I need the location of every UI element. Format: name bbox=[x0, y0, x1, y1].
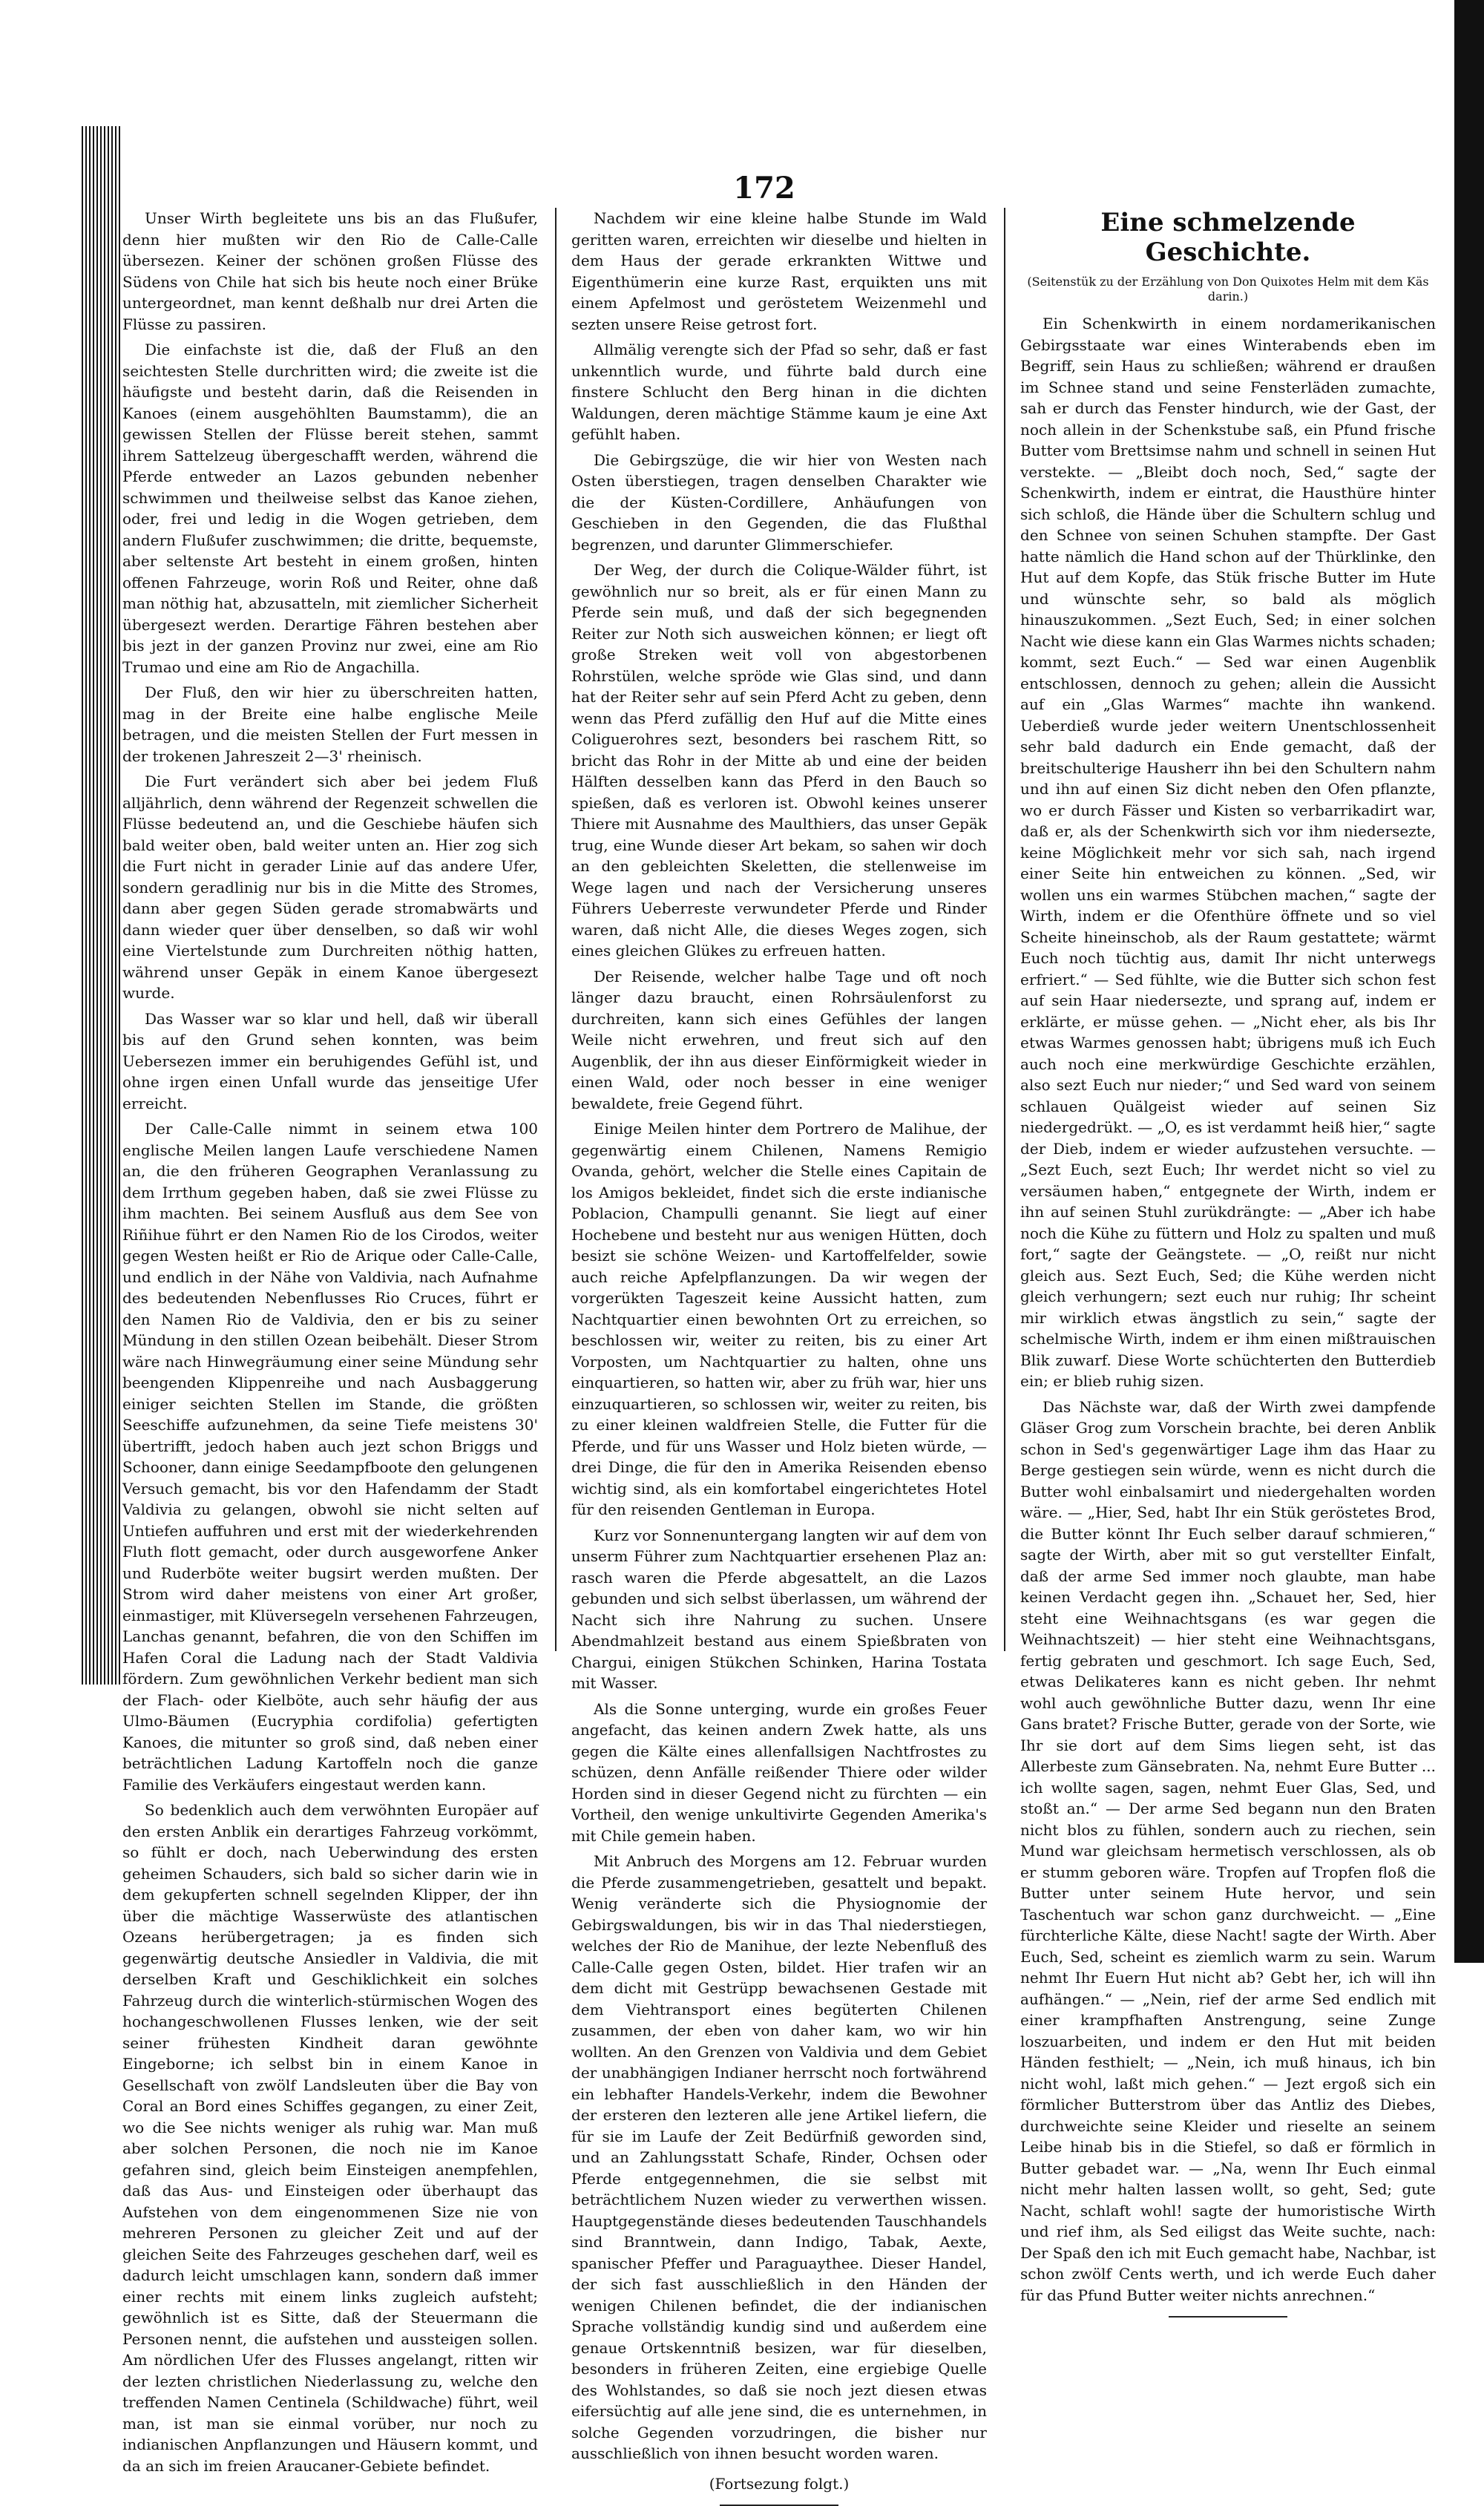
paragraph: Der Calle-Calle nimmt in seinem etwa 100 englische Meilen langen Laufe verschiedene Namen an, die den früheren Geographen Veranlassung zu dem Irrthum gegeben haben, daß sie zwei Flüsse zu ihm machten. Bei seinem Ausfluß aus dem See von Riñihue führt er den Namen Rio de los Cirodos, weiter gegen Westen heißt er Rio de Arique oder Calle-Calle, und endlich in der Nähe von Valdivia, nach Aufnahme des bedeutenden Nebenflusses Rio Cruces, führt er den Namen Rio de Valdivia, den er bis zu seiner Mündung in den stillen Ozean beibehält. Dieser Strom wäre nach Hinwegräumung einer seine Mündung sehr beengenden Klippenreihe und nach Ausbaggerung einiger seichten Stellen im Stande, die größten Seeschiffe aufzunehmen, da seine Tiefe meistens 30' übertrifft, jedoch haben auch jezt schon Briggs und Schooner, dann einige Seedampfboote den gelungenen Versuch gemacht, bis vor den Hafendamm der Stadt Valdivia zu gelangen, obwohl sie nicht selten auf Untiefen auffuhren und erst mit der wiederkehrenden Fluth flott gemacht, oder durch ausgeworfene Anker und Ruderböte weiter bugsirt werden mußten. Der Strom wird daher meistens von einer Art großer, einmastiger, mit Klüversegeln versehenen Fahrzeugen, Lanchas genannt, befahren, die von den Schiffen im Hafen Coral die Ladung nach der Stadt Valdivia fördern. Zum gewöhnlichen Verkehr bedient man sich der Flach- oder Kielböte, auch sehr häufig der aus Ulmo-Bäumen (Eucryphia cordifolia) gefertigten Kanoes, die mitunter so groß sind, daß neben einer beträchtlichen Ladung Kartoffeln noch die ganze Familie des Verkäufers eingestaut werden kann. bbox=[122, 1120, 538, 1794]
column-divider bbox=[1004, 208, 1005, 1651]
binding-edge bbox=[1454, 0, 1484, 1963]
paragraph: Nachdem wir eine kleine halbe Stunde im Wald geritten waren, erreichten wir dieselbe und hielten in dem Haus der gerade erkrankten Wittwe und Eigenthümerin eine kurze Rast, erquikten uns mit einem Apfelmost und geröstetem Weizenmehl und sezten unsere Reise getrost fort. bbox=[571, 209, 987, 333]
scan-margin bbox=[0, 0, 89, 1963]
paragraph: Der Reisende, welcher halbe Tage und oft noch länger dazu braucht, einen Rohrsäulenforst zu durchreiten, kann sich eines Gefühles der langen Weile nicht erwehren, und freut sich auf den Augenblik, der ihn aus dieser Einförmigkeit wieder in einen Wald, oder noch besser in eine weniger bewaldete, freie Gegend führt. bbox=[571, 967, 987, 1112]
paragraph: Kurz vor Sonnenuntergang langten wir auf dem von unserm Führer zum Nachtquartier ersehenen Plaz an: rasch waren die Pferde abgesattelt, an die Lazos gebunden und sich selbst überlassen, um während der Nacht sich ihre Nahrung zu suchen. Unsere Abendmahlzeit bestand aus einem Spießbraten von Chargui, einigen Stükchen Schinken, Harina Tostata mit Wasser. bbox=[571, 1526, 987, 1692]
column-divider bbox=[555, 208, 556, 1651]
paragraph: Ein Schenkwirth in einem nordamerikanischen Gebirgsstaate war eines Winterabends eben im Begriff, sein Haus zu schließen; während er draußen im Schnee stand und seine Fensterläden zumachte, sah er durch das Fenster hindurch, wie der Gast, der noch allein in der Schenkstube saß, ein Pfund frische Butter vom Brettsimse nahm und schnell in seinen Hut verstekte. — „Bleibt doch noch, Sed,“ sagte der Schenkwirth, indem er eintrat, die Hausthüre hinter sich schloß, die Hände über die Schultern schlug und den Schnee von seinen Schuhen stampfte. Der Gast hatte nämlich die Hand schon auf der Thürklinke, den Hut auf dem Kopfe, das Stük frische Butter im Hute und wünschte sehr, so bald als möglich hinauszukommen. „Sezt Euch, Sed; in einer solchen Nacht wie diese kann ein Glas Warmes nichts schaden; kommt, sezt Euch.“ — Sed war einen Augenblik entschlossen, dennoch zu gehen; allein die Aussicht auf ein „Glas Warmes“ machte ihn wankend. Ueberdieß wurde jeder weitern Unentschlossenheit sehr bald dadurch ein Ende gemacht, daß der breitschulterige Hausherr ihn bei den Schultern nahm und ihn auf einen Siz dicht neben den Ofen pflanzte, wo er durch Fässer und Kisten so verbarrikadirt war, daß er, als der Schenkwirth sich vor ihm niedersezte, keine Möglichkeit mehr vor sich sah, nach irgend einer Seite hin entweichen zu können. „Sed, wir wollen uns ein warmes Stübchen machen,“ sagte der Wirth, indem er die Ofenthüre öffnete und so viel Scheite hineinschob, als der Raum gestattete; wärmt Euch noch tüchtig aus, damit Ihr nicht unterwegs erfriert.“ — Sed fühlte, wie die Butter sich schon fest auf sein Haar niedersezte, und sprang auf, indem er erklärte, er müsse gehen. — „Nicht eher, als bis Ihr etwas Warmes genossen habt; übrigens muß ich Euch auch noch eine merkwürdige Geschichte erzählen, also sezt Euch nur nieder;“ und Sed ward von seinem schlauen Quälgeist wieder auf seinen Siz niedergedrükt. — „O, es ist verdammt heiß hier,“ sagte der Dieb, indem er wieder aufzustehen versuchte. — „Sezt Euch, sezt Euch; Ihr werdet nicht so viel zu versäumen haben,“ entgegnete der Wirth, indem er ihn auf seinen Stuhl zurükdrängte: — „Aber ich habe noch die Kühe zu füttern und Holz zu spalten und muß fort,“ sagte der Geängstete. — „O, reißt nur nicht gleich aus. Sezt Euch, Sed; die Kühe werden nicht gleich verhungern; sezt euch nur ruhig; Ihr scheint mir wirklich etwas ängstlich zu sein,“ sagte der schelmische Wirth, indem er ihm einen mißtrauischen Blik zuwarf. Diese Worte schüchterten den Butterdieb ein; er blieb ruhig sizen. bbox=[1020, 315, 1436, 1390]
story-title: Eine schmelzende Geschichte. bbox=[1100, 208, 1356, 267]
paragraph: Die einfachste ist die, daß der Fluß an den seichtesten Stelle durchritten wird; die zweite ist die häufigste und besteht darin, daß die Reisenden in Kanoes (einem ausgehöhlten Baumstamm), die an gewissen Stellen der Flüsse bereit stehen, sammt ihrem Sattelzeug übergeschafft werden, während die Pferde entweder an Lazos gebunden nebenher schwimmen und theilweise selbst das Kanoe ziehen, oder, frei und ledig in die Wogen getrieben, dem andern Flußufer zuschwimmen; die dritte, bequemste, aber seltenste Art besteht in einem großen, hinten offenen Fahrzeuge, worin Roß und Reiter, ohne daß man nöthig hat, abzusatteln, mit ziemlicher Sicherheit übergesezt werden. Derartige Fähren bestehen aber bis jezt in der ganzen Provinz nur zwei, eine am Rio Trumao und eine am Rio de Angachilla. bbox=[122, 341, 538, 676]
continued-note: (Fortsezung folgt.) bbox=[709, 2474, 850, 2493]
paragraph: Als die Sonne unterging, wurde ein großes Feuer angefacht, das keinen andern Zwek hatte, als uns gegen die Kälte eines allenfallsigen Nachtfrostes zu schüzen, denn Anfälle reißender Thiere oder wilder Horden sind in dieser Gegend nicht zu fürchten — ein Vortheil, den wenige unkultivirte Gegenden Amerika's mit Chile gemein haben. bbox=[571, 1699, 987, 1845]
page-number: 172 bbox=[733, 171, 795, 206]
page-stack-edge bbox=[82, 126, 122, 1685]
paragraph: Mit Anbruch des Morgens am 12. Februar wurden die Pferde zusammengetrieben, gesattelt und bepakt. Wenig veränderte sich die Physiognomie der Gebirgswaldungen, bis wir in das Thal niederstiegen, welches der Rio de Manihue, der lezte Nebenfluß des Calle-Calle gegen Osten, bildet. Hier trafen wir an dem dicht mit Gestrüpp bewachsenen Gestade mit dem Viehtransport eines begüterten Chilenen zusammen, der eben von daher kam, wo wir hin wollten. An den Grenzen von Valdivia und dem Gebiet der unabhängigen Indianer herrscht noch fortwährend ein lebhafter Handels-Verkehr, indem die Bewohner der ersteren den lezteren alle jene Artikel liefern, die für sie im Laufe der Zeit Bedürfniß geworden sind, und an Zahlungsstatt Schafe, Rinder, Ochsen oder Pferde entgegennehmen, die sie selbst mit beträchtlichem Nuzen wieder zu verwerthen wissen. Hauptgegenstände dieses bedeutenden Tauschhandels sind Branntwein, dann Indigo, Tabak, Aexte, spanischer Pfeffer und Paraguaythee. Dieser Handel, der sich fast ausschließlich in den Händen der wenigen Chilenen befindet, die der indianischen Sprache vollständig kundig sind und außerdem eine genaue Ortskenntniß besizen, war für dieselben, besonders in früheren Zeiten, eine ergiebige Quelle des Wohlstandes, so daß sie noch jezt diesen etwas eifersüchtig auf alle jene sind, die es unternehmen, in solche Gegenden vorzudringen, die bisher nur ausschließlich von ihnen besucht worden waren. bbox=[571, 1852, 987, 2462]
paragraph: Unser Wirth begleitete uns bis an das Flußufer, denn hier mußten wir den Rio de Calle-Calle übersezen. Keiner der schönen großen Flüsse des Südens von Chile hat sich bis heute noch einer Brüke untergeordnet, man kennt deßhalb nur drei Arten die Flüsse zu passiren. bbox=[122, 209, 538, 333]
column-right bbox=[1020, 208, 1436, 2318]
column-middle bbox=[571, 208, 987, 2506]
paragraph: Der Fluß, den wir hier zu überschreiten hatten, mag in der Breite eine halbe englische Meile betragen, und die meisten Stellen der Furt messen in der trokenen Jahreszeit 2—3' rheinisch. bbox=[122, 683, 538, 765]
story-subtitle: (Seitenstük zu der Erzählung von Don Quixotes Helm mit dem Käs darin.) bbox=[1027, 275, 1429, 304]
paragraph: Allmälig verengte sich der Pfad so sehr, daß er fast unkenntlich wurde, und führte bald durch eine finstere Schlucht den Berg hinan in die dichten Waldungen, deren mächtige Stämme kaum je eine Axt gefühlt haben. bbox=[571, 341, 987, 443]
paragraph: Das Wasser war so klar und hell, daß wir überall bis auf den Grund sehen konnten, was beim Uebersezen immer ein beruhigendes Gefühl ist, und ohne irgen einen Unfall wurde das jenseitige Ufer erreicht. bbox=[122, 1009, 538, 1112]
paragraph: Das Nächste war, daß der Wirth zwei dampfende Gläser Grog zum Vorschein brachte, bei deren Anblik schon in Sed's gegenwärtiger Lage ihm das Haar zu Berge gestiegen sein würde, wenn es nicht durch die Butter wohl einbalsamirt und niedergehalten worden wäre. — „Hier, Sed, habt Ihr ein Stük geröstetes Brod, die Butter könnt Ihr Euch selber darauf schmieren,“ sagte der Wirth, aber mit so gut verstellter Einfalt, daß der arme Sed immer noch glaubte, man habe keinen Verdacht gegen ihn. „Schauet her, Sed, hier steht eine Weihnachtsgans (es war gegen die Weihnachtszeit) — hier steht eine Weihnachtsgans, fertig gebraten und geschmort. Ich sage Euch, Sed, etwas Delikateres kann es nicht geben. Ihr nehmt wohl auch gewöhnliche Butter dazu, wenn Ihr eine Gans bratet? Frische Butter, gerade von der Sorte, wie Ihr sie dort auf dem Sims liegen seht, ist das Allerbeste zum Gänsebraten. Na, nehmt Eure Butter ... ich wollte sagen, sagen, nehmt Euer Glas, Sed, und stoßt an.“ — Der arme Sed begann nun den Braten nicht blos zu fühlen, sondern auch zu riechen, sein Mund war gleichsam hermetisch verschlossen, als ob er stumm geboren wäre. Tropfen auf Tropfen floß die Butter unter seinem Hute hervor, und sein Taschentuch war schon ganz durchweicht. — „Eine fürchterliche Kälte, diese Nacht! sagte der Wirth. Aber Euch, Sed, scheint es ziemlich warm zu sein. Warum nehmt Ihr Euern Hut nicht ab? Gebt her, ich will ihn aufhängen.“ — „Nein, rief der arme Sed endlich mit einer krampfhaften Anstrengung, seine Zunge loszuarbeiten, und indem er den Hut mit beiden Händen festhielt; — „Nein, ich muß hinaus, ich bin nicht wohl, laßt mich gehen.“ — Jezt ergoß sich ein förmlicher Butterstrom über das Antliz des Diebes, durchweichte seine Kleider und rieselte an seinem Leibe hinab bis in die Stiefel, so daß er förmlich in Butter gebadet war. — „Na, wenn Ihr Euch einmal nicht mehr halten lassen wollt, so geht, Sed; gute Nacht, schlaft wohl! sagte der humoristische Wirth und rief ihm, als Sed eiligst das Weite suchte, nach: Der Spaß den ich mit Euch gemacht habe, Nachbar, ist schon zwölf Cents werth, und ich werde Euch daher für das Pfund Butter weiter nichts anrechnen.“ bbox=[1020, 1397, 1436, 2304]
paragraph: Der Weg, der durch die Colique-Wälder führt, ist gewöhnlich nur so breit, als er für einen Mann zu Pferde sein muß, und daß der sich begegnenden Reiter zur Noth sich ausweichen können; er liegt oft große Streken weit voll von abgestorbenen Rohrstülen, welche spröde wie Glas sind, und dann hat der Reiter sehr auf sein Pferd Acht zu geben, denn wenn das Pferd zufällig den Huf auf die Mitte eines Coliguerohres sezt, besonders bei raschem Ritt, so bricht das Rohr in der Mitte ab und eine der beiden Hälften desselben kann das Pferd in den Bauch so spießen, daß es verloren ist. Obwohl keines unserer Thiere mit Ausnahme des Maulthiers, das unser Gepäk trug, eine Wunde dieser Art bekam, so sahen wir doch an den gebleichten Skeletten, die stellenweise im Wege lagen und nach der Versicherung unseres Führers Ueberreste verwundeter Pferde und Rinder waren, daß nicht Alle, die dieses Weges zogen, sich eines gleichen Glükes zu erfreuen hatten. bbox=[571, 561, 987, 960]
column-left bbox=[122, 208, 538, 2481]
newspaper-page bbox=[122, 130, 1451, 2493]
paragraph: So bedenklich auch dem verwöhnten Europäer auf den ersten Anblik ein derartiges Fahrzeug vorkömmt, so fühlt er doch, nach Ueberwindung des ersten geheimen Schauders, sich bald so sicher darin wie in dem gekupferten schnell segelnden Klipper, der ihn über die mächtige Wasserwüste des atlantischen Ozeans herübergetragen; ja es finden sich gegenwärtig deutsche Ansiedler in Valdivia, die mit derselben Kraft und Geschiklichkeit ein solches Fahrzeug durch die winterlich-stürmischen Wogen des hochangeschwollenen Flusses lenken, wie der seit seiner frühesten Kindheit daran gewöhnte Eingeborne; ich selbst bin in einem Kanoe in Gesellschaft von zwölf Landsleuten über die Bay von Coral an Bord eines Schiffes gegangen, zu einer Zeit, wo die See nichts weniger als ruhig war. Man muß aber solchen Personen, die noch nie im Kanoe gefahren sind, gleich beim Einsteigen anempfehlen, daß das Aus- und Einsteigen oder überhaupt das Aufstehen von dem eingenommenen Size nie von mehreren Personen zu gleicher Zeit und auf der gleichen Seite des Fahrzeuges geschehen darf, weil es dadurch leicht umschlagen kann, sondern daß immer einer rechts mit einem links zugleich aufsteht; gewöhnlich ist es Sitte, daß der Steuermann die Personen nennt, die aufstehen und aussteigen sollen. Am nördlichen Ufer des Flusses angelangt, ritten wir der lezten christlichen Niederlassung zu, welche den treffenden Namen Centinela (Schildwache) führt, weil man, ist man sie einmal vorüber, nur noch zu indianischen Anpflanzungen und Häusern kommt, und da an sich im freien Araucaner-Gebiete befindet. bbox=[122, 1801, 538, 2475]
end-rule bbox=[1169, 2316, 1287, 2318]
paragraph: Einige Meilen hinter dem Portrero de Malihue, der gegenwärtig einem Chilenen, Namens Remigio Ovanda, gehört, welcher die Stelle eines Capitain de los Amigos bekleidet, findet sich die erste indianische Poblacion, Champulli genannt. Sie liegt auf einer Hochebene und besteht nur aus wenigen Hütten, doch besizt sie schöne Weizen- und Kartoffelfelder, sowie auch reiche Apfelpflanzungen. Da wir wegen der vorgerükten Tageszeit keine Aussicht hatten, zum Nachtquartier einen bewohnten Ort zu erreichen, so beschlossen wir, weiter zu reiten, bis zu einer Art Vorposten, um Nachtquartier zu halten, ohne uns einquartieren, so hatten wir, aber zu früh war, hier uns einzuquartieren, so schlossen wir, weiter zu reiten, bis zu einer kleinen waldfreien Stelle, die Futter für die Pferde, und für uns Wasser und Holz bieten würde, — drei Dinge, die für den in Amerika Reisenden ebenso wichtig sind, als ein komfortabel eingerichtetes Hotel für den reisenden Gentleman in Europa. bbox=[571, 1120, 987, 1518]
paragraph: Die Furt verändert sich aber bei jedem Fluß alljährlich, denn während der Regenzeit schwellen die Flüsse bedeutend an, und die Geschiebe häufen sich bald weiter oben, bald weiter unten an. Hier zog sich die Furt nicht in gerader Linie auf das andere Ufer, sondern geradlinig nur bis in die Mitte des Stromes, dann aber gegen Süden gerade stromabwärts und dann wieder quer über denselben, so daß wir wohl eine Viertelstunde zum Durchreiten nöthig hatten, während unser Gepäk in einem Kanoe übergesezt wurde. bbox=[122, 773, 538, 1002]
paragraph: Die Gebirgszüge, die wir hier von Westen nach Osten überstiegen, tragen denselben Charakter wie die der Küsten-Cordillere, Anhäufungen von Geschieben in den Gegenden, die das Flußthal begrenzen, und darunter Glimmerschiefer. bbox=[571, 450, 987, 554]
